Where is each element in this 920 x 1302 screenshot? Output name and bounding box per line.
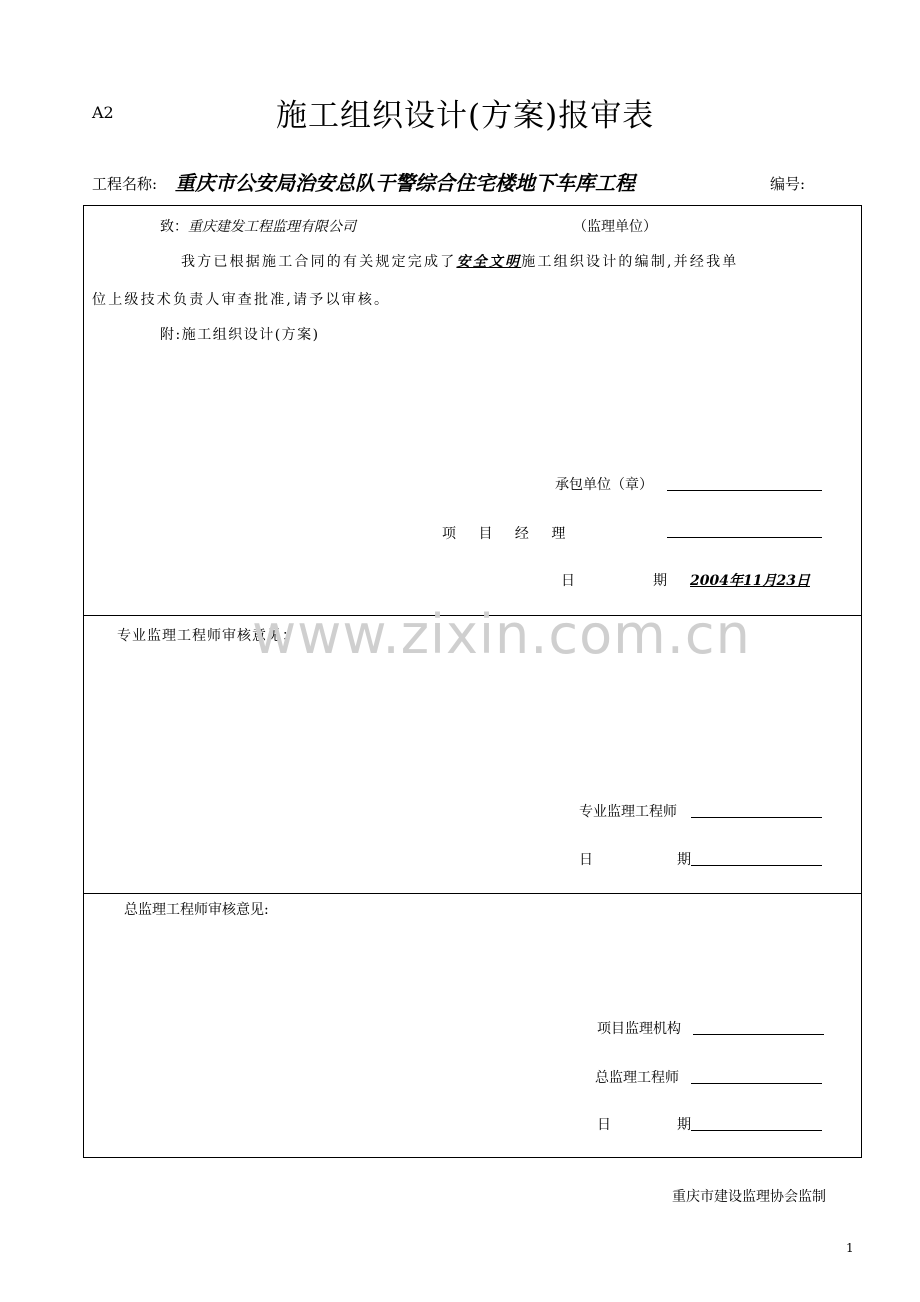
chief-date-blank	[691, 1116, 822, 1131]
specialist-date-day: 日	[579, 852, 593, 868]
supervision-org-blank	[693, 1020, 824, 1035]
chief-engineer-label: 总监理工程师	[595, 1070, 679, 1086]
specialist-date-blank	[691, 851, 822, 866]
addressee-company: 重庆建发工程监理有限公司	[188, 219, 356, 235]
contractor-signature-blank	[667, 476, 822, 491]
footer-issuer: 重庆市建设监理协会监制	[672, 1189, 826, 1205]
body-line-2: 位上级技术负责人审查批准,请予以审核。	[92, 292, 391, 308]
manager-label: 项 目 经 理	[442, 526, 575, 542]
project-name-label: 工程名称:	[92, 175, 158, 193]
body-line-1	[181, 251, 738, 271]
addressee-role: （监理单位）	[573, 219, 657, 235]
watermark: www.zixin.com.cn	[252, 603, 751, 666]
page-number: 1	[846, 1241, 854, 1255]
page-title: 施工组织设计(方案)报审表	[276, 98, 655, 134]
supervision-org-label: 项目监理机构	[597, 1021, 681, 1037]
chief-engineer-blank	[691, 1069, 822, 1084]
attachment-line: 附:施工组织设计(方案)	[160, 327, 320, 343]
chief-date-day: 日	[597, 1117, 611, 1133]
specialist-date-period: 期	[677, 852, 691, 868]
project-name-value: 重庆市公安局治安总队干警综合住宅楼地下车库工程	[175, 171, 635, 195]
specialist-engineer-label: 专业监理工程师	[579, 804, 677, 820]
section-divider-2	[83, 893, 862, 894]
contractor-label: 承包单位（章）	[555, 477, 653, 493]
body-text-part2: 施工组织设计的编制,并经我单	[521, 254, 739, 270]
addressee-line	[160, 216, 356, 236]
submission-date: 2004年11月23日	[690, 573, 810, 589]
specialist-engineer-blank	[691, 803, 822, 818]
plan-subject: 安全文明	[456, 254, 522, 270]
number-label: 编号:	[770, 175, 806, 193]
chief-review-heading: 总监理工程师审核意见:	[124, 902, 269, 918]
addressee-prefix: 致：	[160, 219, 188, 235]
manager-signature-blank	[667, 523, 822, 538]
date-label-period: 期	[653, 573, 667, 589]
date-label-day: 日	[561, 573, 575, 589]
form-box	[83, 205, 862, 1158]
specialist-review-heading: 专业监理工程师审核意见：	[117, 628, 297, 644]
body-text-part1: 我方已根据施工合同的有关规定完成了	[181, 254, 457, 270]
chief-date-period: 期	[677, 1117, 691, 1133]
form-code: A2	[92, 103, 114, 122]
